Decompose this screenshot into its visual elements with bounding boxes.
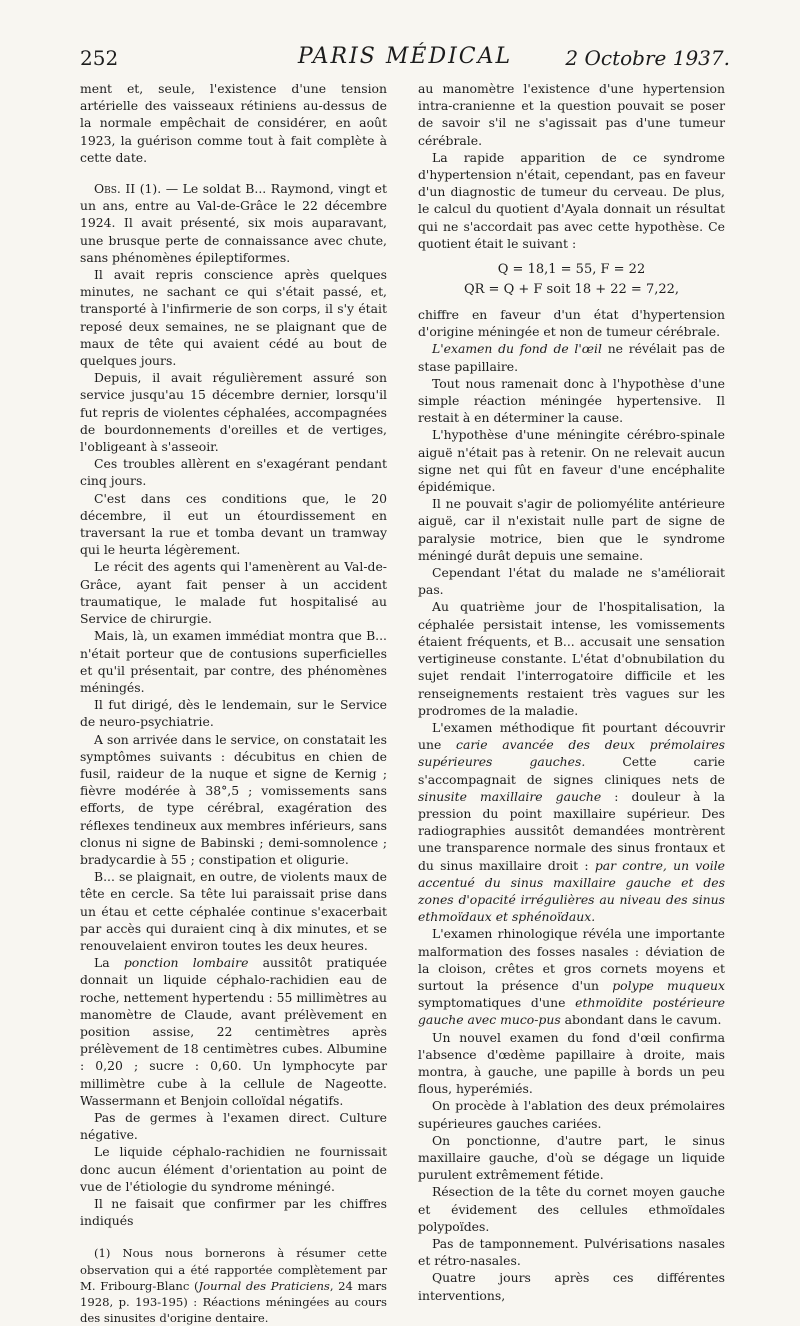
- paragraph: Pas de tamponnement. Pulvérisations nasales et rétro-nasales.: [418, 1236, 725, 1269]
- paragraph: Un nouvel examen du fond d'œil confirma l'absence d'œdème papillaire à droite, mais montra, à gauche, une papille à bords un peu flous, hyperémiés.: [418, 1029, 725, 1097]
- paragraph: L'examen méthodique fit pourtant découvrir une carie avancée des deux prémolaires supérieures gauches. Cette carie s'accompagnait de signes cliniques nets de sinusite maxillaire gauche : douleur à la pression du point maxillaire supérieur. Des radiographies aussitôt demandées montrèrent une transparence normale des sinus frontaux et du sinus maxillaire droit : par contre, un voile accentué du sinus maxillaire gauche et des zones d'opacité irrégulières au niveau des sinus ethmoïdaux et sphénoïdaux.: [418, 719, 726, 925]
- paragraph: Au quatrième jour de l'hospitalisation, la céphalée persistait intense, les vomissements étaient fréquents, et B... accusait une sensation vertigineuse constante. L'état d'obnubilation du sujet rendait l'interrogatoire difficile et les renseignements restaient très vagues sur les prodromes de la maladie.: [418, 599, 725, 718]
- paragraph: chiffre en faveur d'un état d'hypertension d'origine méningée et non de tumeur cérébrale.: [418, 307, 725, 340]
- paragraph: Quatre jours après ces différentes interventions,: [418, 1270, 725, 1303]
- paragraph: Tout nous ramenait donc à l'hypothèse d'une simple réaction méningée hypertensive. Il restait à en déterminer la cause.: [418, 375, 725, 426]
- paragraph: ment et, seule, l'existence d'une tension artérielle des vaisseaux rétiniens au-dessus de la normale empêchait de considérer, en août 1923, la guérison comme tout à fait complète à cette date.: [80, 81, 387, 165]
- paragraph: L'hypothèse d'une méningite cérébro-spinale aiguë n'était pas à retenir. On ne relevait aucun signe net qui fût en faveur d'une encéphalite épidémique.: [418, 427, 725, 495]
- paragraph: C'est dans ces conditions que, le 20 décembre, il eut un étourdissement en traversant la rue et tomba devant un tramway qui le heurta légèrement.: [80, 490, 387, 558]
- page-header: [80, 40, 730, 80]
- observation-label: Obs. II (1).: [94, 181, 162, 197]
- issue-date: 2 Octobre 1937.: [565, 46, 730, 70]
- paragraph: La ponction lombaire aussitôt pratiquée donnait un liquide céphalo-rachidien eau de roche, nettement hypertendu : 55 millimètres au manomètre de Claude, avant prélèvement en position assise, 22 centimètres après prélèvement de 18 centimètres cubes. Albumine : 0,20 ; sucre : 0,60. Un lymphocyte par millimètre cube à la cellule de Nageotte. Wassermann et Benjoin colloïdal négatifs.: [80, 955, 388, 1108]
- left-column: [80, 80, 387, 1326]
- paragraph: Il ne faisait que confirmer par les chiffres indiqués: [80, 1196, 387, 1229]
- paragraph: Résection de la tête du cornet moyen gauche et évidement des cellules ethmoïdales polypoïdes.: [418, 1184, 725, 1234]
- paragraph: On ponctionne, d'autre part, le sinus maxillaire gauche, d'où se dégage un liquide purulent extrêmement fétide.: [418, 1132, 725, 1183]
- paragraph: B... se plaignait, en outre, de violents maux de tête en cercle. Sa tête lui paraissait prise dans un étau et cette céphalée continue s'exacerbait par accès qui duraient cinq à dix minutes, et se renouvelaient environ toutes les deux heures.: [80, 869, 387, 953]
- paragraph: Depuis, il avait régulièrement assuré son service jusqu'au 15 décembre dernier, lorsqu'il fut repris de violentes céphalées, accompagnées de bourdonnements d'oreilles et de vertiges, l'obligeant à s'asseoir.: [80, 370, 387, 455]
- paragraph: On procède à l'ablation des deux prémolaires supérieures gauches cariées.: [418, 1098, 725, 1131]
- paragraph: Pas de germes à l'examen direct. Culture négative.: [80, 1109, 387, 1143]
- paragraph: Mais, là, un examen immédiat montra que B... n'était porteur que de contusions superficielles et qu'il présentait, par contre, des phénomènes méningés.: [80, 628, 387, 695]
- journal-title: PARIS MÉDICAL: [297, 44, 513, 69]
- paragraph: Le liquide céphalo-rachidien ne fournissait donc aucun élément d'orientation au point de vue de l'étiologie du syndrome méningé.: [80, 1144, 387, 1194]
- paragraph: Le récit des agents qui l'amenèrent au Val-de-Grâce, ayant fait penser à un accident traumatique, le malade fut hospitalisé au Service de chirurgie.: [80, 559, 387, 627]
- paragraph: A son arrivée dans le service, on constatait les symptômes suivants : décubitus en chien de fusil, raideur de la nuque et signe de Kernig ; fièvre modérée à 38°,5 ; vomissements sans efforts, de type cérébral, exagération des réflexes tendineux aux membres inférieurs, sans clonus ni signe de Babinski ; demi-somnolence ; bradycardie à 55 ; constipation et oligurie.: [80, 731, 387, 867]
- footnote: (1) Nous nous bornerons à résumer cette observation qui a été rapportée complètement par M. Fribourg-Blanc (Journal des Praticiens, 24 mars 1928, p. 193-195) : Réactions méningées au cours des sinusites d'origine dentaire.: [80, 1246, 387, 1326]
- paragraph: Ces troubles allèrent en s'exagérant pendant cinq jours.: [80, 456, 387, 489]
- right-column: [418, 80, 725, 1304]
- paragraph: Cependant l'état du malade ne s'améliorait pas.: [418, 565, 725, 598]
- paragraph: Il avait repris conscience après quelques minutes, ne sachant ce qui s'était passé, et, transporté à l'infirmerie de son corps, il s'y était reposé deux semaines, ne se plaignant que de maux de tête qui avaient cédé au bout de quelques jours.: [80, 267, 387, 369]
- paragraph: L'examen du fond de l'œil ne révélait pas de stase papillaire.: [418, 341, 726, 374]
- paragraph: au manomètre l'existence d'une hypertension intra-cranienne et la question pouvait se poser de savoir s'il ne s'agissait pas d'une tumeur cérébrale.: [418, 81, 725, 148]
- page-number: 252: [80, 46, 119, 70]
- paragraph: La rapide apparition de ce syndrome d'hypertension n'était, cependant, pas en faveur d'un diagnostic de tumeur du cerveau. De plus, le calcul du quotient d'Ayala donnait un résultat qui ne s'accordait pas avec cette hypothèse. Ce quotient était le suivant :: [418, 149, 725, 251]
- ayala-formula: Q = 18,1 = 55, F = 22 QR = Q + F soit 18 + 22 = 7,22,: [463, 262, 680, 298]
- paragraph: L'examen rhinologique révéla une importante malformation des fosses nasales : déviation de la cloison, crêtes et gros cornets moyens et surtout la présence d'un polype muqueux symptomatiques d'une ethmoïdite postérieure gauche avec muco-pus abondant dans le cavum.: [418, 926, 725, 1028]
- paragraph: Il ne pouvait s'agir de poliomyélite antérieure aiguë, car il n'existait nulle part de signe de paralysie motrice, bien que le syndrome méningé durât depuis une semaine.: [418, 496, 725, 563]
- paragraph: Obs. II (1). — Le soldat B... Raymond, vingt et un ans, entre au Val-de-Grâce le 22 décembre 1924. Il avait présenté, six mois auparavant, une brusque perte de connaissance avec chute, sans phénomènes épileptiformes.: [80, 181, 387, 265]
- paragraph: Il fut dirigé, dès le lendemain, sur le Service de neuro-psychiatrie.: [80, 697, 387, 730]
